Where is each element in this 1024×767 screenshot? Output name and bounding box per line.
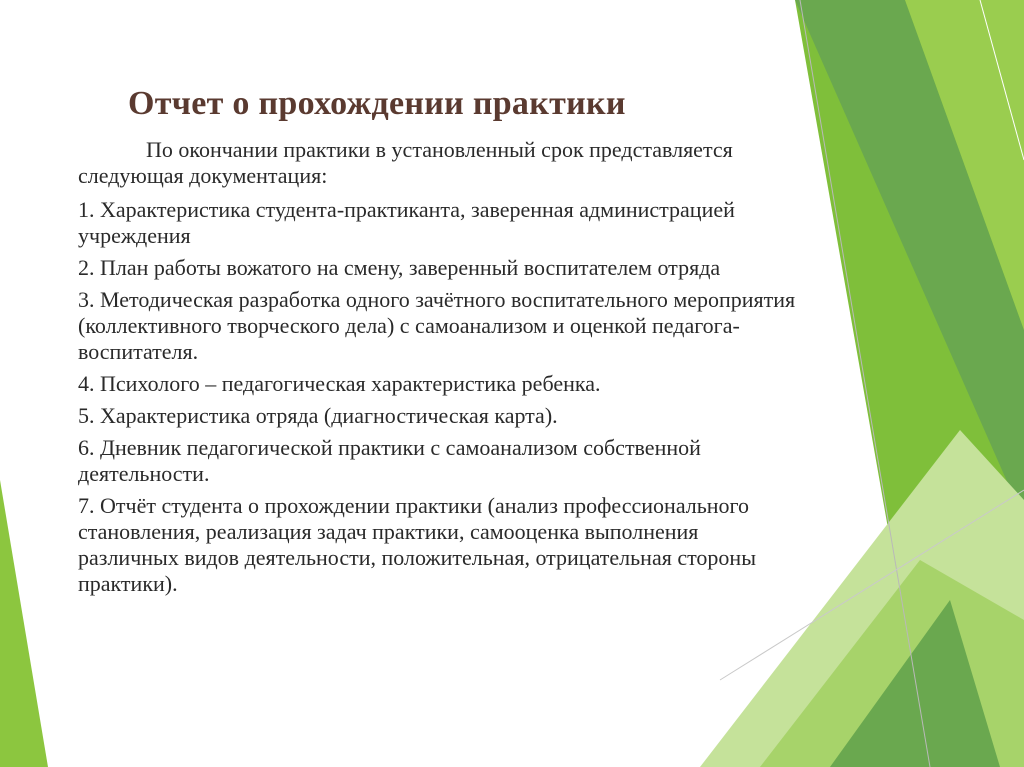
list-item-2: 2. План работы вожатого на смену, заверенный воспитателем отряда (78, 254, 721, 280)
slide-title: Отчет о прохождении практики (128, 85, 626, 122)
list-item-6: 6. Дневник педагогической практики с самоанализом собственной деятельности. (78, 434, 701, 486)
list-item-7: 7. Отчёт студента о прохождении практики (анализ профессионального становления, реализация задач практики, самооценка выполнения различных видов деятельности, положительная, отрицательная стороны практики). (78, 492, 756, 596)
list-item-3: 3. Методическая разработка одного зачётного воспитательного мероприятия (коллективного творческого дела) с самоанализом и оценкой педагога-воспитателя. (78, 286, 796, 364)
intro-text: По окончании практики в установленный срок представляется следующая документация: (78, 136, 733, 188)
list-item-5: 5. Характеристика отряда (диагностическая карта). (78, 402, 558, 428)
list-item-4: 4. Психолого – педагогическая характеристика ребенка. (78, 370, 601, 396)
slide-content (78, 84, 798, 603)
left-green-strip (0, 480, 48, 767)
list-item-1: 1. Характеристика студента-практиканта, заверенная администрацией учреждения (78, 196, 735, 248)
